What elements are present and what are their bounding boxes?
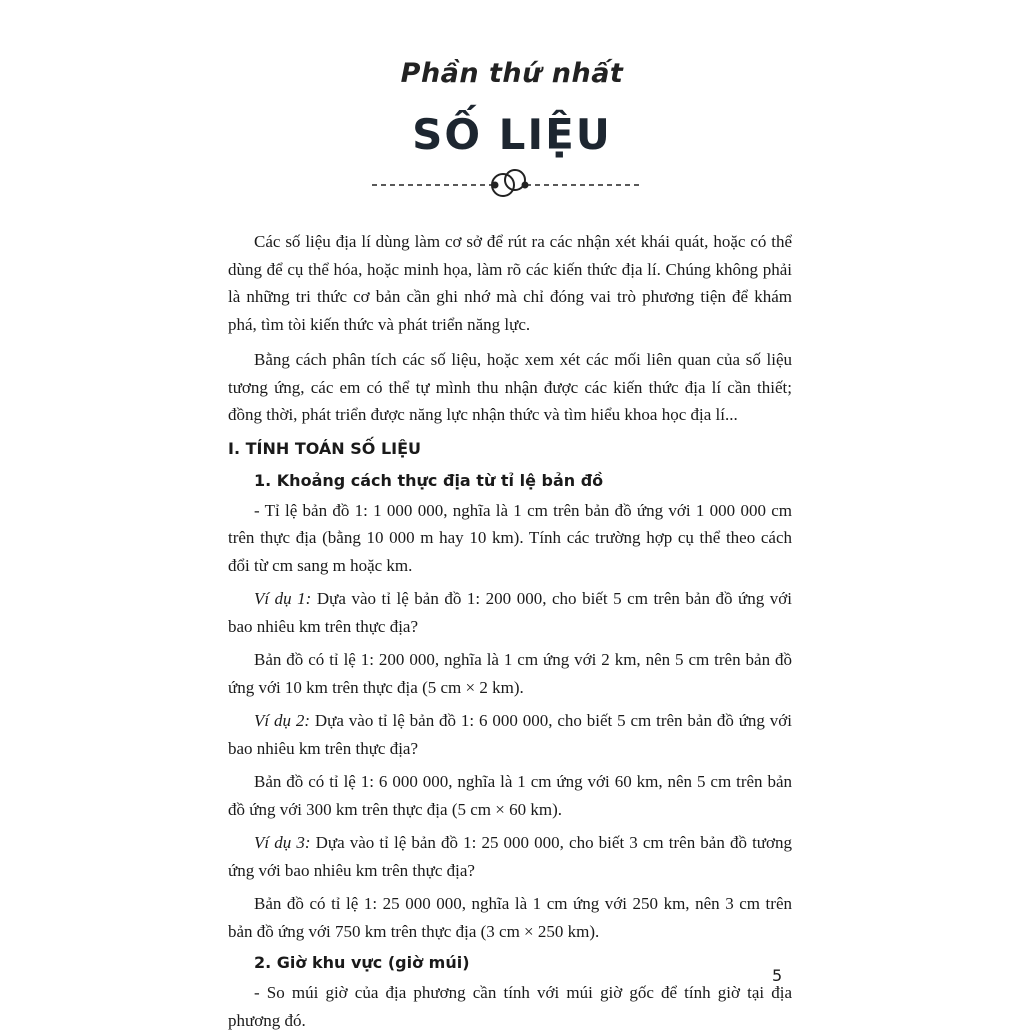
intro-paragraph-2: Bằng cách phân tích các số liệu, hoặc xem xét các mối liên quan của số liệu tương ứng, các em có thể tự mình thu nhận được các kiến thức địa lí cần thiết; đồng thời, phát triển được năng lực nhận thức và tìm hiểu khoa học địa lí... [228,350,792,424]
example-2-question [228,707,792,762]
example-1-question [228,585,792,640]
example-3-text: Dựa vào tỉ lệ bản đồ 1: 25 000 000, cho biết 3 cm trên bản đồ tương ứng với bao nhiêu km trên thực địa? [228,833,792,880]
scale-explanation: - Tỉ lệ bản đồ 1: 1 000 000, nghĩa là 1 cm trên bản đồ ứng với 1 000 000 cm trên thực địa (bằng 10 000 m hay 10 km). Tính các trường hợp cụ thể theo cách đổi từ cm sang m hoặc km. [228,500,792,575]
example-3-label: Ví dụ 3: [254,833,311,852]
time-zone-explanation: - So múi giờ của địa phương cần tính với múi giờ gốc để tính giờ tại địa phương đó. [228,983,792,1030]
example-1-text: Dựa vào tỉ lệ bản đồ 1: 200 000, cho biết 5 cm trên bản đồ ứng với bao nhiêu km trên thực địa? [228,589,792,636]
example-1-answer: Bản đồ có tỉ lệ 1: 200 000, nghĩa là 1 cm ứng với 2 km, nên 5 cm trên bản đồ ứng với 10 km trên thực địa (5 cm × 2 km). [228,650,792,697]
example-2-text: Dựa vào tỉ lệ bản đồ 1: 6 000 000, cho biết 5 cm trên bản đồ ứng với bao nhiêu km trên thực địa? [228,711,792,758]
example-1-label: Ví dụ 1: [254,589,312,608]
part-label: Phần thứ nhất [400,58,624,89]
subsection-heading-1: 1. Khoảng cách thực địa từ tỉ lệ bản đồ [254,470,604,490]
section-heading: I. TÍNH TOÁN SỐ LIỆU [228,438,422,458]
example-2-answer: Bản đồ có tỉ lệ 1: 6 000 000, nghĩa là 1 cm ứng với 60 km, nên 5 cm trên bản đồ ứng với 300 km trên thực địa (5 cm × 60 km). [228,772,792,819]
example-2-label: Ví dụ 2: [254,711,311,730]
example-3-answer: Bản đồ có tỉ lệ 1: 25 000 000, nghĩa là 1 cm ứng với 250 km, nên 3 cm trên bản đồ ứng với 750 km trên thực địa (3 cm × 250 km). [228,894,792,941]
ornament-divider [370,168,645,202]
intro-paragraph-1: Các số liệu địa lí dùng làm cơ sở để rút ra các nhận xét khái quát, hoặc có thể dùng để cụ thể hóa, hoặc minh họa, làm rõ các kiến thức địa lí. Chúng không phải là những tri thức cơ bản cần ghi nhớ mà chỉ đóng vai trò phương tiện để khám phá, tìm tòi kiến thức và phát triển năng lực. [228,232,792,334]
page-body [228,228,792,1034]
page-number: 5 [772,966,783,985]
page-title: SỐ LIỆU [412,110,612,159]
subsection-heading-2: 2. Giờ khu vực (giờ múi) [254,953,470,972]
example-3-question [228,829,792,884]
